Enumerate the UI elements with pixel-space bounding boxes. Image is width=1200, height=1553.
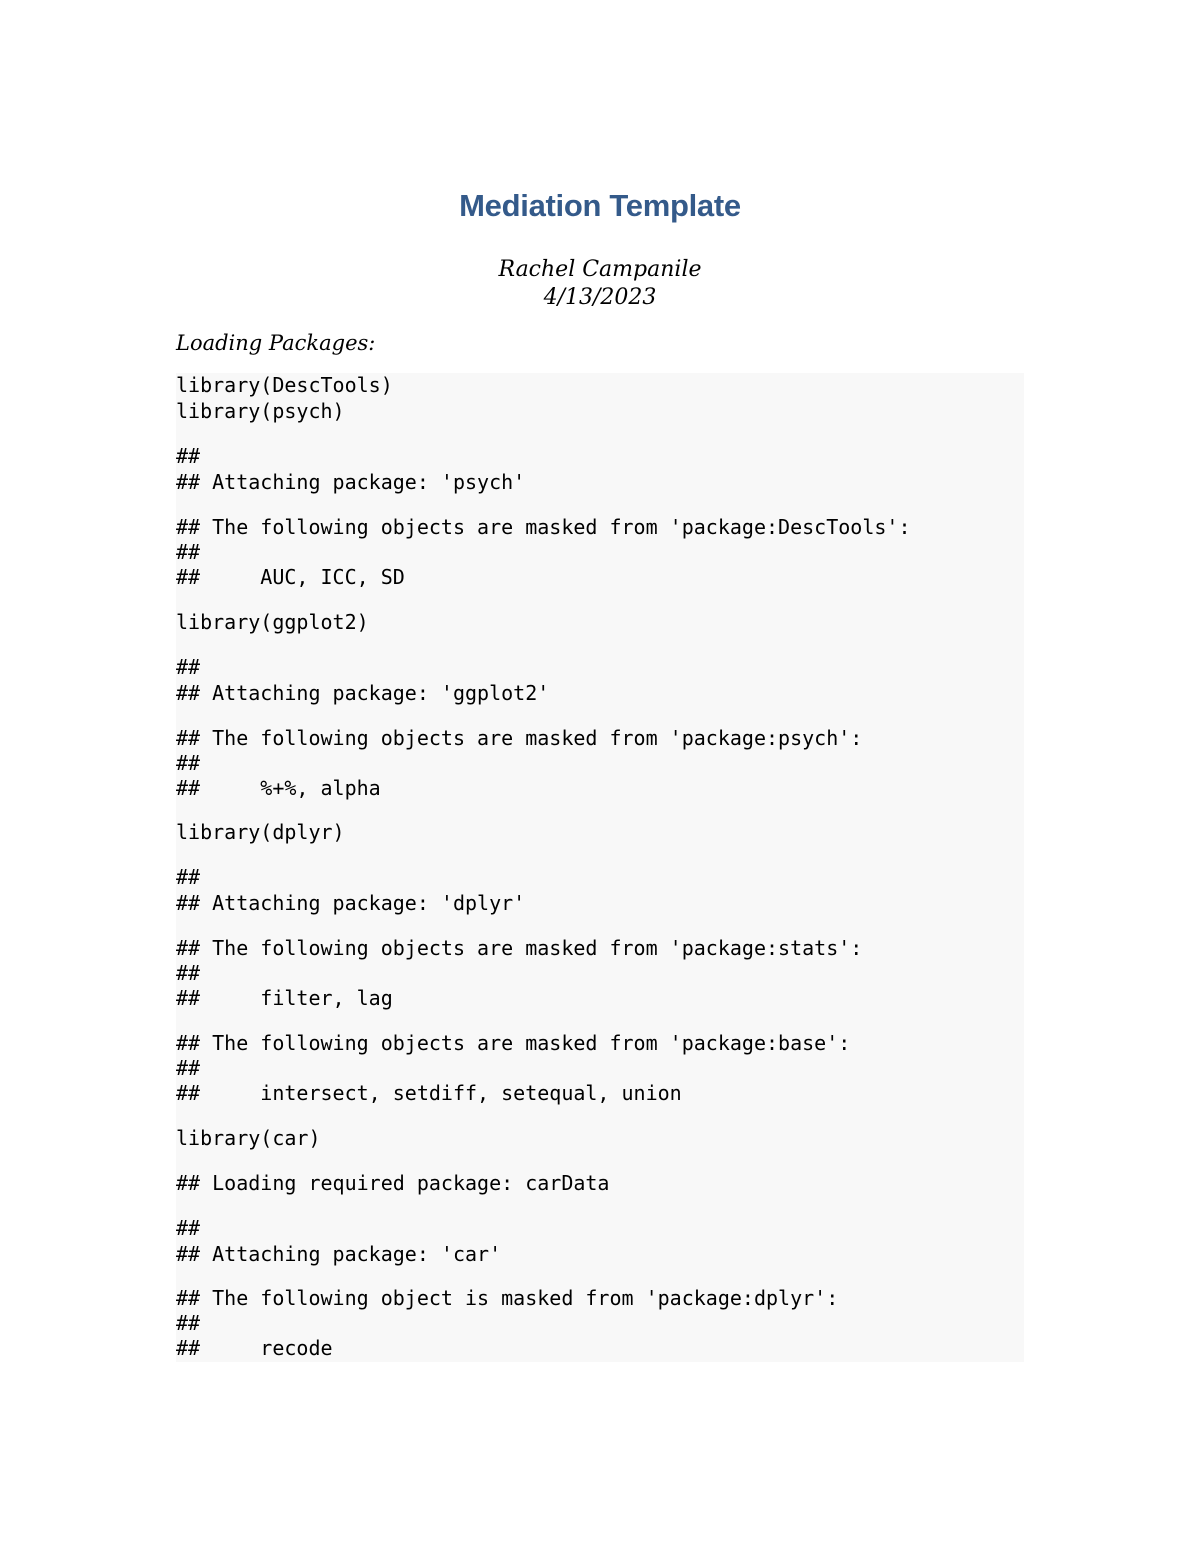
output-line: ## xyxy=(176,1216,201,1240)
document-title: Mediation Template xyxy=(459,188,741,223)
output-line: ## %+%, alpha xyxy=(176,776,381,800)
output-line: ## Attaching package: 'ggplot2' xyxy=(176,681,550,705)
output-line: ## Attaching package: 'car' xyxy=(176,1242,502,1266)
output-line: ## recode xyxy=(176,1336,333,1360)
output-line: ## xyxy=(176,444,201,468)
output-line: ## filter, lag xyxy=(176,986,393,1010)
output-line: ## intersect, setdiff, setequal, union xyxy=(176,1081,682,1105)
output-line: ## xyxy=(176,961,201,985)
code-line: library(dplyr) xyxy=(176,820,345,844)
code-line: library(psych) xyxy=(176,399,345,423)
output-line: ## The following object is masked from 'package:dplyr': xyxy=(176,1286,839,1310)
document-author: Rachel Campanile xyxy=(498,257,702,282)
document-date: 4/13/2023 xyxy=(543,285,657,310)
output-line: ## xyxy=(176,865,201,889)
output-line: ## The following objects are masked from 'package:stats': xyxy=(176,936,863,960)
code-line: library(ggplot2) xyxy=(176,610,369,634)
output-line: ## xyxy=(176,655,201,679)
output-line: ## The following objects are masked from 'package:psych': xyxy=(176,726,863,750)
output-line: ## xyxy=(176,1056,201,1080)
intro-text: Loading Packages: xyxy=(176,331,376,355)
code-line: library(DescTools) xyxy=(176,373,393,397)
output-line: ## Attaching package: 'dplyr' xyxy=(176,891,526,915)
output-line: ## xyxy=(176,1311,201,1335)
output-line: ## The following objects are masked from 'package:base': xyxy=(176,1031,851,1055)
code-line: library(car) xyxy=(176,1126,321,1150)
output-line: ## AUC, ICC, SD xyxy=(176,565,405,589)
output-line: ## Attaching package: 'psych' xyxy=(176,470,526,494)
output-line: ## Loading required package: carData xyxy=(176,1171,610,1195)
output-line: ## xyxy=(176,540,201,564)
output-line: ## The following objects are masked from 'package:DescTools': xyxy=(176,515,911,539)
output-line: ## xyxy=(176,751,201,775)
